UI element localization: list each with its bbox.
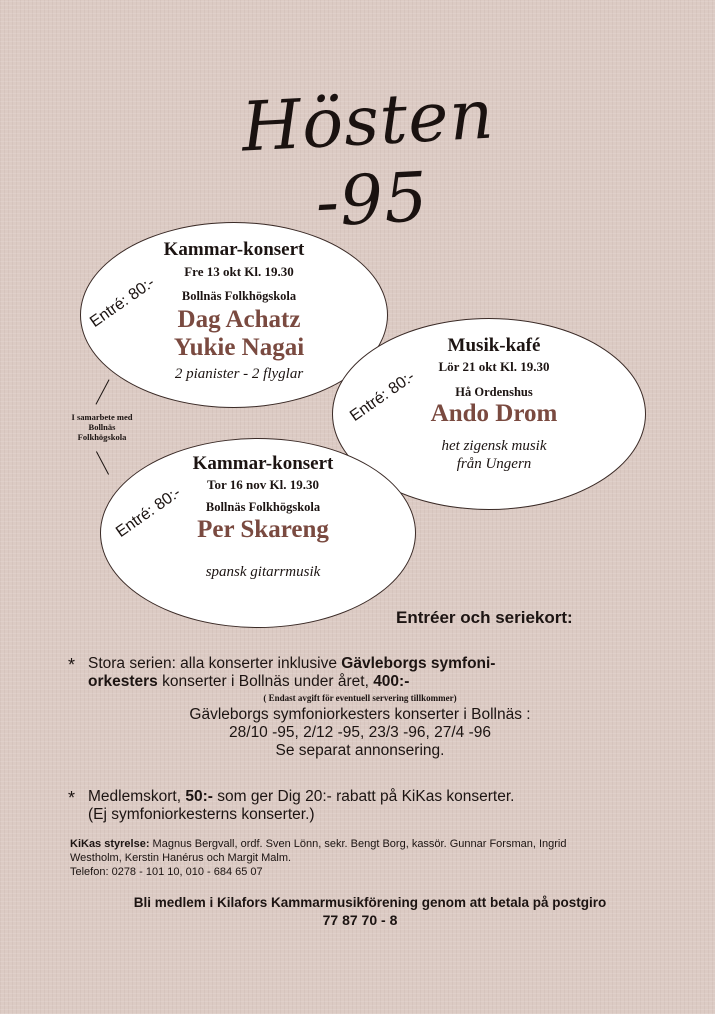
event-date: Tor 16 nov Kl. 19.30 (207, 477, 319, 492)
cooperation-line: I samarbete med (71, 412, 133, 422)
event-date: Lör 21 okt Kl. 19.30 (438, 359, 550, 374)
bullet-star: * (68, 655, 76, 675)
event-description: 2 pianister - 2 flyglar (174, 366, 304, 382)
event-artist: Per Skareng (197, 516, 329, 543)
bullet-star: * (68, 788, 76, 808)
divider-line (96, 451, 109, 474)
event-venue: Bollnäs Folkhögskola (181, 289, 297, 303)
postgiro-number: 77 87 70 - 8 (322, 912, 398, 928)
cooperation-line: Folkhögskola (77, 432, 127, 442)
stora-serien-line (88, 673, 628, 691)
stora-serien-line: Gävleborgs symfoniorkesters konserter i Bollnäs : (189, 706, 531, 723)
event-description: spansk gitarrmusik (205, 564, 321, 580)
stora-serien-line (88, 655, 628, 673)
text: konserter i Bollnäs under året, (157, 673, 374, 690)
concert-dates: 28/10 -95, 2/12 -95, 23/3 -96, 27/4 -96 (229, 724, 491, 741)
entreer-heading: Entréer och seriekort: (396, 608, 573, 627)
styrelse-label: KiKas styrelse: (70, 838, 150, 850)
event-description: från Ungern (456, 456, 532, 472)
divider-line (95, 379, 109, 404)
event-artist: Yukie Nagai (173, 334, 305, 361)
cooperation-line: Bollnäs (88, 422, 116, 432)
medlemskort-line (88, 788, 648, 806)
stora-note: ( Endast avgift för eventuell servering tillkommer) (263, 693, 457, 703)
event-venue: Hå Ordenshus (455, 385, 533, 399)
entre-price: Entré: 80:- (347, 368, 418, 425)
event-type: Kammar-konsert (163, 239, 305, 260)
text: Medlemskort, (88, 788, 186, 805)
event-artist: Dag Achatz (177, 306, 301, 333)
styrelse-line: Westholm, Kerstin Hanérus och Margit Malm. (70, 852, 292, 864)
medlemskort-line: (Ej symfoniorkesterns konserter.) (88, 806, 315, 823)
price: 50:- (185, 788, 213, 805)
event-oval-3 (100, 438, 416, 628)
stora-serien-line: Se separat annonsering. (275, 742, 445, 759)
cooperation-note (52, 412, 152, 442)
event-venue: Bollnäs Folkhögskola (205, 500, 321, 514)
page-title: Hösten -95 (239, 75, 497, 243)
text: Magnus Bergvall, ordf. Sven Lönn, sekr. Bengt Borg, kassör. Gunnar Forsman, Ingrid (149, 838, 567, 850)
event-description: het zigensk musik (441, 438, 547, 454)
text: Stora serien: alla konserter inklusive (88, 655, 342, 672)
event-date: Fre 13 okt Kl. 19.30 (184, 264, 294, 279)
entre-price: Entré: 80:- (113, 484, 184, 541)
styrelse-line (70, 838, 670, 850)
member-cta: Bli medlem i Kilafors Kammarmusikförening genom att betala på postgiro (133, 895, 607, 910)
event-type: Musik-kafé (447, 335, 541, 356)
event-artist: Ando Drom (430, 400, 558, 427)
entre-price: Entré: 80:- (87, 274, 158, 331)
text-bold: orkesters (88, 673, 158, 690)
price: 400:- (373, 673, 410, 690)
telefon: Telefon: 0278 - 101 10, 010 - 684 65 07 (70, 866, 263, 878)
text: som ger Dig 20:- rabatt på KiKas konserter. (212, 788, 515, 805)
text-bold: Gävleborgs symfoni- (341, 655, 496, 672)
event-type: Kammar-konsert (192, 453, 334, 474)
